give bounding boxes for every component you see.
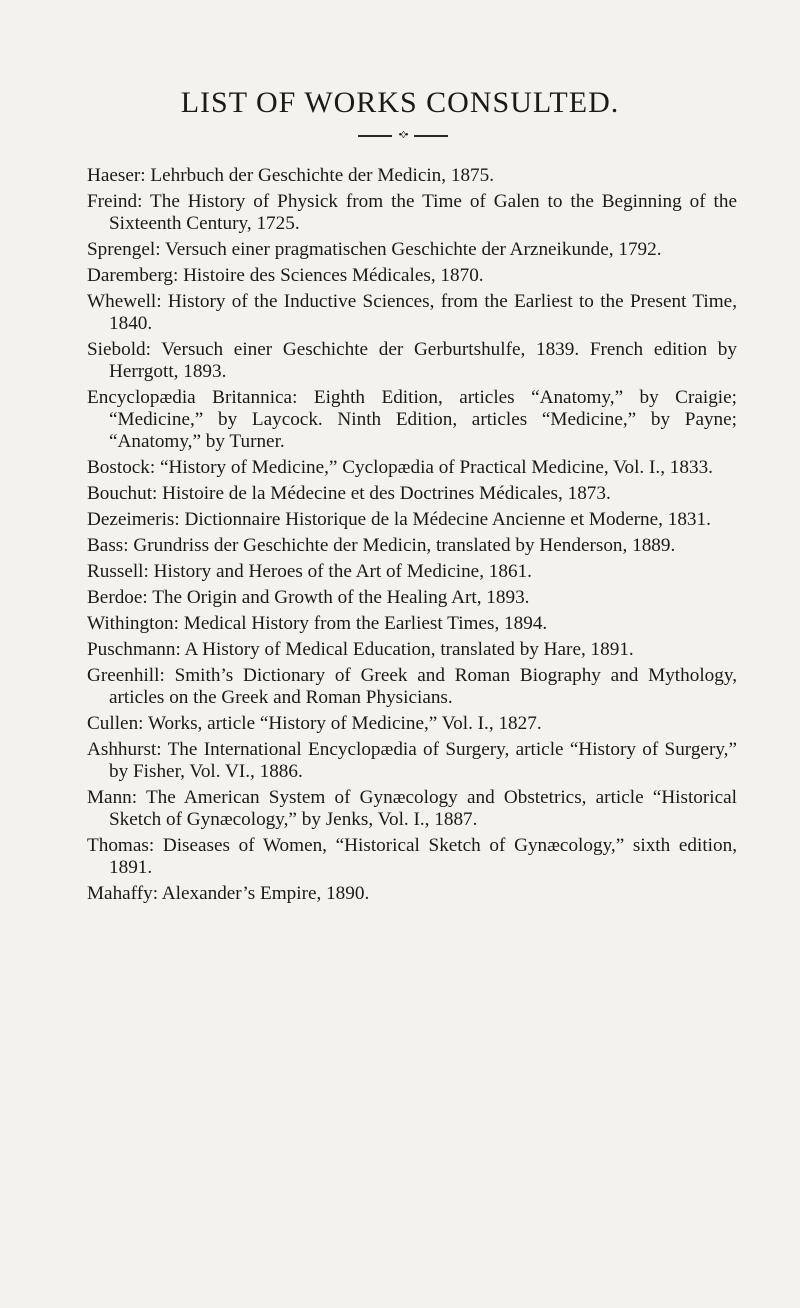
- list-item: Encyclopædia Britannica: Eighth Edition, articles “Anatomy,” by Craigie; “Medicine,” by Laycock. Ninth Edition, articles “Medicine,” by Payne; “Anatomy,” by Turner.: [87, 387, 737, 452]
- list-item: Sprengel: Versuch einer pragmatischen Geschichte der Arzneikunde, 1792.: [87, 239, 662, 260]
- list-item: Withington: Medical History from the Earliest Times, 1894.: [87, 613, 548, 634]
- divider-line-right: [414, 135, 448, 137]
- list-item: Thomas: Diseases of Women, “Historical Sketch of Gynæcology,” sixth edition, 1891.: [87, 835, 737, 878]
- list-item: Dezeimeris: Dictionnaire Historique de la Médecine Ancienne et Moderne, 1831.: [87, 509, 711, 530]
- list-item: Russell: History and Heroes of the Art of Medicine, 1861.: [87, 561, 532, 582]
- list-item: Mann: The American System of Gynæcology and Obstetrics, article “Historical Sketch of Gynæcology,” by Jenks, Vol. I., 1887.: [87, 787, 737, 830]
- list-item: Bass: Grundriss der Geschichte der Medicin, translated by Henderson, 1889.: [87, 535, 676, 556]
- list-item: Bouchut: Histoire de la Médecine et des Doctrines Médicales, 1873.: [87, 483, 611, 504]
- list-item: Haeser: Lehrbuch der Geschichte der Medicin, 1875.: [87, 165, 495, 186]
- list-item: Mahaffy: Alexander’s Empire, 1890.: [87, 883, 370, 904]
- list-item: Berdoe: The Origin and Growth of the Healing Art, 1893.: [87, 587, 530, 608]
- divider-line-left: [358, 135, 392, 137]
- divider-ornament: •◊•: [398, 130, 408, 141]
- title-divider: [358, 132, 448, 140]
- list-item: Ashhurst: The International Encyclopædia of Surgery, article “History of Surgery,” by Fisher, Vol. VI., 1886.: [87, 739, 737, 782]
- works-list: [87, 165, 737, 909]
- page-title: LIST OF WORKS CONSULTED.: [180, 86, 620, 119]
- list-item: Cullen: Works, article “History of Medicine,” Vol. I., 1827.: [87, 713, 542, 734]
- list-item: Puschmann: A History of Medical Education, translated by Hare, 1891.: [87, 639, 634, 660]
- list-item: Siebold: Versuch einer Geschichte der Gerburtshulfe, 1839. French edition by Herrgott, 1893.: [87, 339, 737, 382]
- list-item: Whewell: History of the Inductive Sciences, from the Earliest to the Present Time, 1840.: [87, 291, 737, 334]
- list-item: Bostock: “History of Medicine,” Cyclopædia of Practical Medicine, Vol. I., 1833.: [87, 457, 713, 478]
- list-item: Greenhill: Smith’s Dictionary of Greek and Roman Biography and Mythology, articles on the Greek and Roman Physicians.: [87, 665, 737, 708]
- list-item: Daremberg: Histoire des Sciences Médicales, 1870.: [87, 265, 484, 286]
- list-item: Freind: The History of Physick from the Time of Galen to the Beginning of the Sixteenth Century, 1725.: [87, 191, 737, 234]
